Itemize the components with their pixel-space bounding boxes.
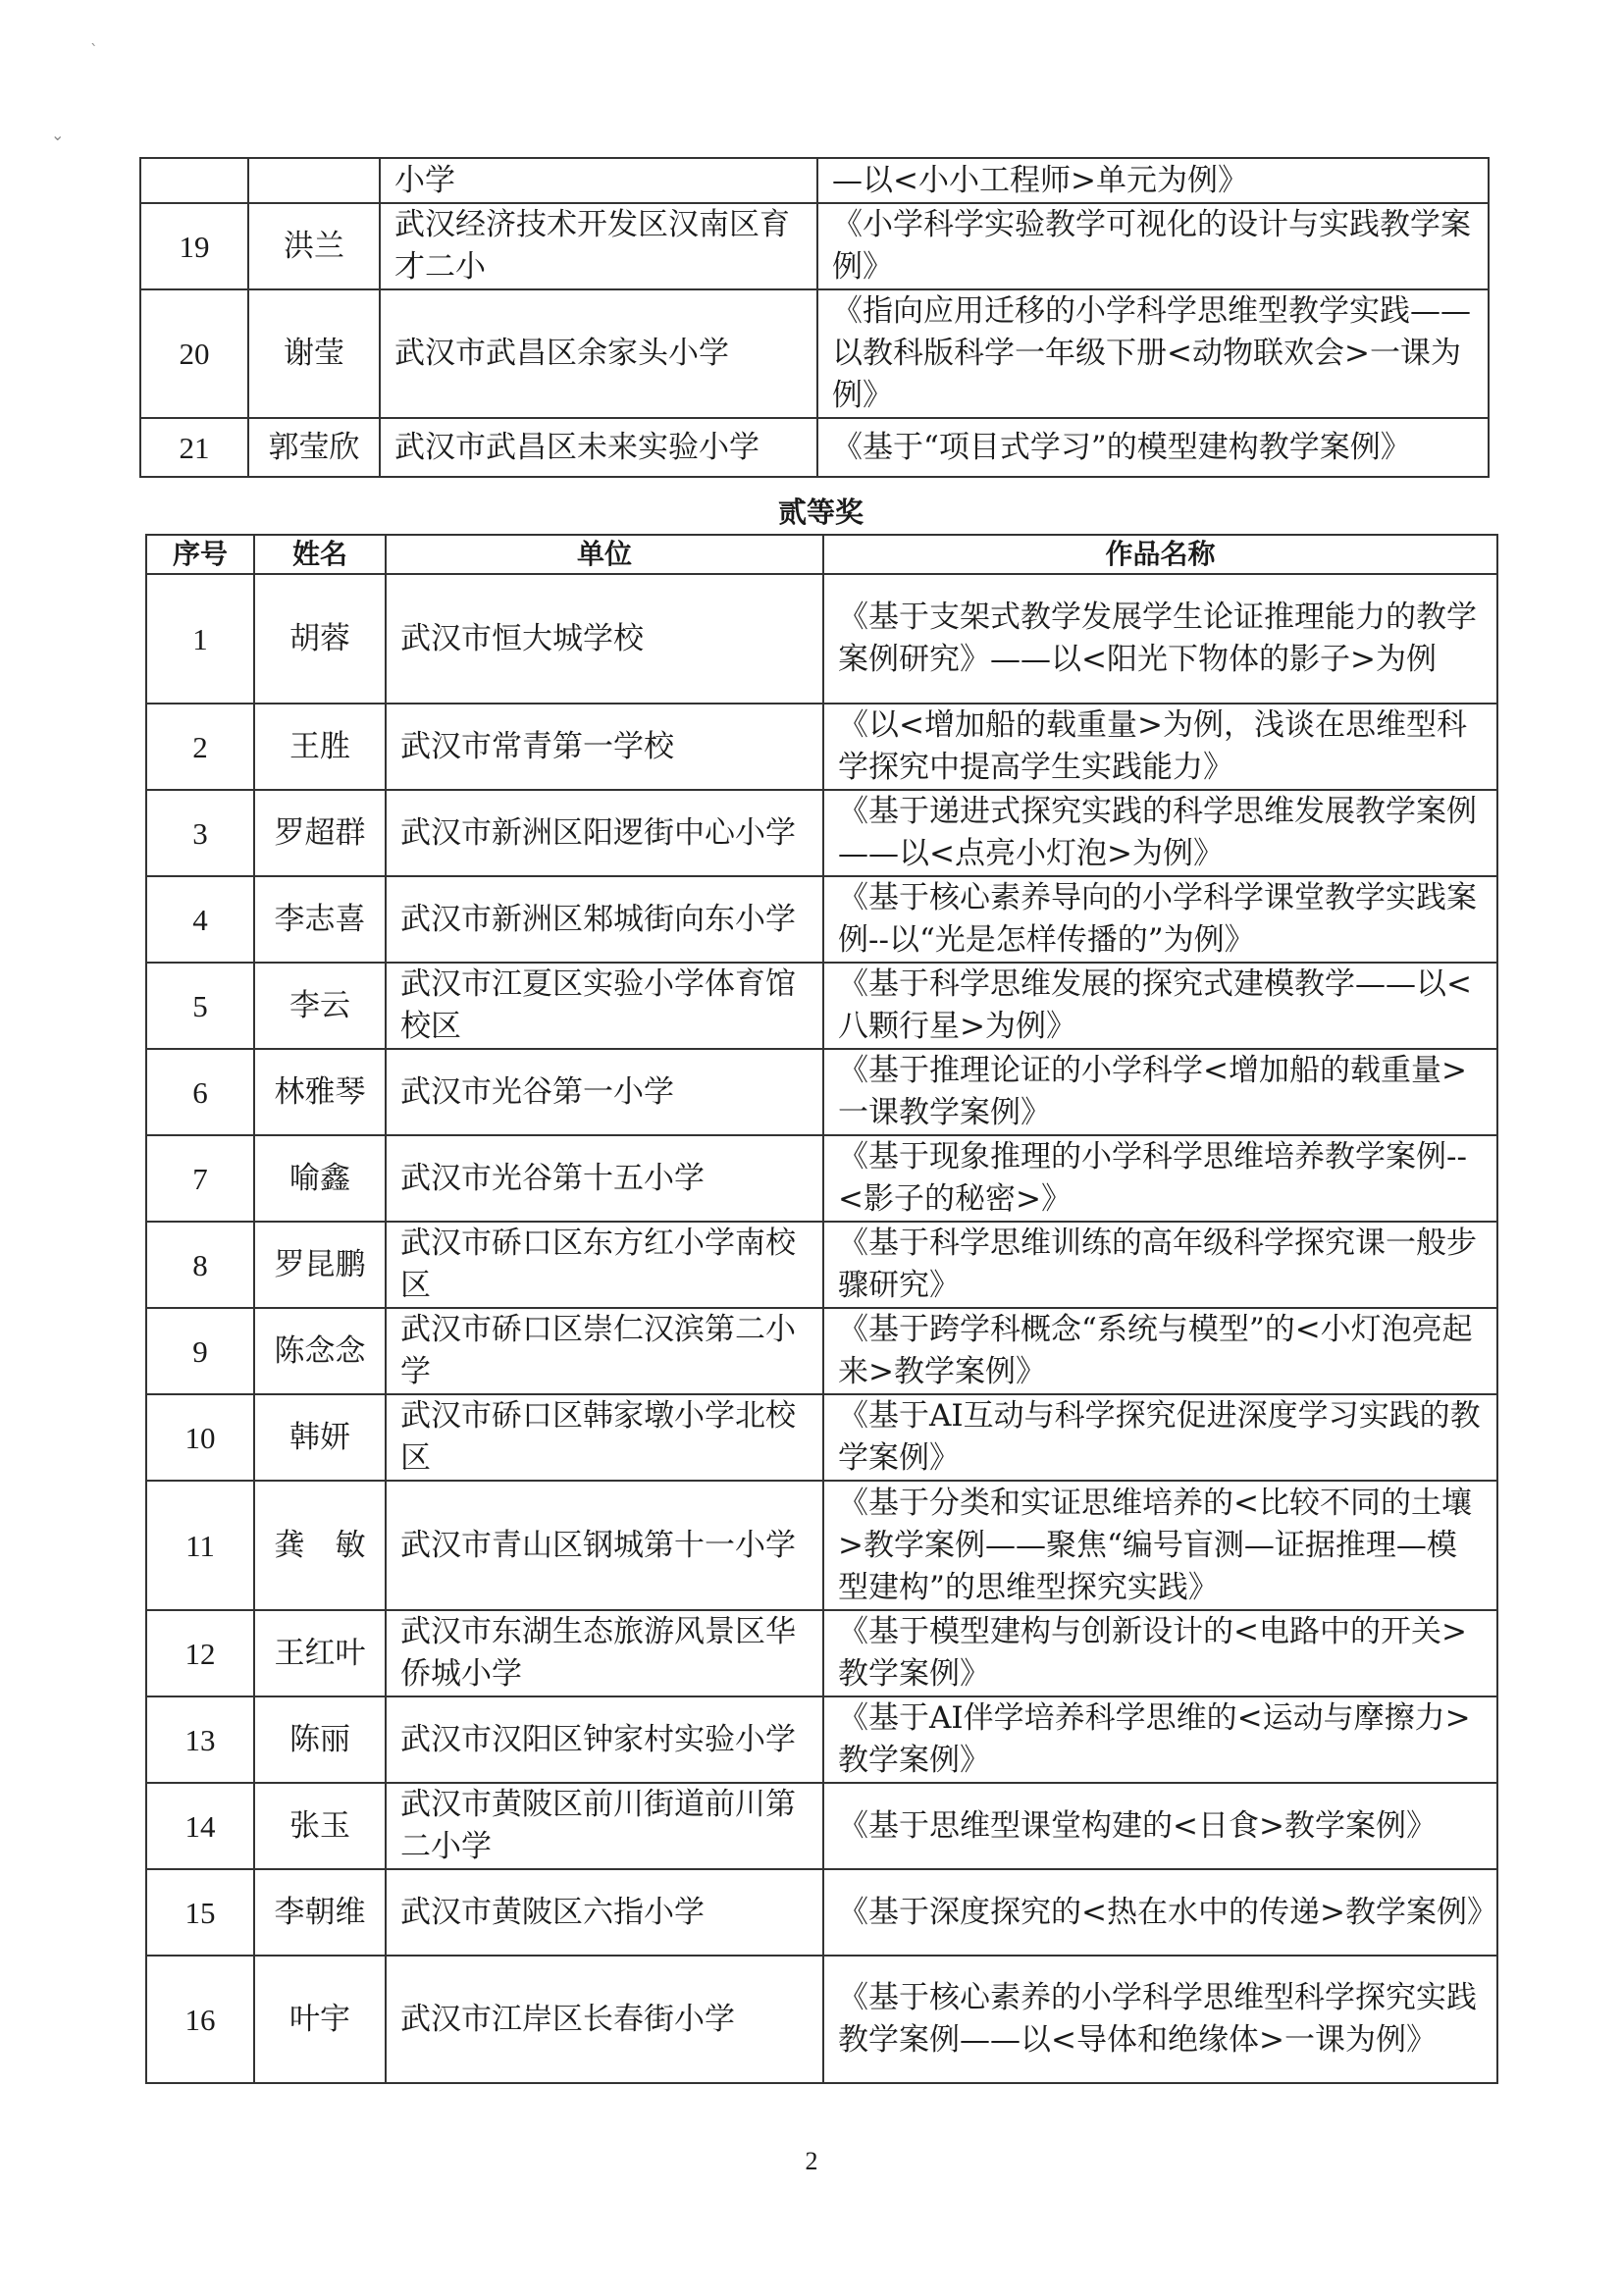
award-number: 19 <box>140 203 248 289</box>
award-number: 16 <box>146 1956 254 2083</box>
school-unit: 武汉市江夏区实验小学体育馆校区 <box>386 963 823 1049</box>
header-work: 作品名称 <box>823 535 1497 574</box>
table-row <box>140 203 1489 289</box>
work-title: 《基于跨学科概念“系统与模型”的<小灯泡亮起来>教学案例》 <box>823 1308 1497 1394</box>
work-title: 《基于“项目式学习”的模型建构教学案例》 <box>817 418 1489 477</box>
work-title: 《基于AI伴学培养科学思维的<运动与摩擦力>教学案例》 <box>823 1696 1497 1783</box>
school-unit: 武汉市新洲区邾城街向东小学 <box>386 876 823 963</box>
table-row <box>146 704 1497 790</box>
table-row <box>146 1222 1497 1308</box>
work-title: 《基于科学思维发展的探究式建模教学——以<八颗行星>为例》 <box>823 963 1497 1049</box>
school-unit: 小学 <box>380 158 817 203</box>
school-unit: 武汉市新洲区阳逻街中心小学 <box>386 790 823 876</box>
school-unit: 武汉市黄陂区前川街道前川第二小学 <box>386 1783 823 1869</box>
work-title: 《基于深度探究的<热在水中的传递>教学案例》 <box>823 1869 1497 1956</box>
school-unit: 武汉市江岸区长春街小学 <box>386 1956 823 2083</box>
award-number: 11 <box>146 1481 254 1610</box>
header-unit: 单位 <box>386 535 823 574</box>
table-row <box>140 158 1489 203</box>
work-title: 《基于推理论证的小学科学<增加船的载重量>一课教学案例》 <box>823 1049 1497 1135</box>
award-number <box>140 158 248 203</box>
table-row <box>146 1783 1497 1869</box>
award-number: 15 <box>146 1869 254 1956</box>
table-row <box>146 1394 1497 1481</box>
award-number: 3 <box>146 790 254 876</box>
winner-name: 陈丽 <box>254 1696 386 1783</box>
school-unit: 武汉市东湖生态旅游风景区华侨城小学 <box>386 1610 823 1696</box>
winner-name: 林雅琴 <box>254 1049 386 1135</box>
work-title: 《以<增加船的载重量>为例，浅谈在思维型科学探究中提高学生实践能力》 <box>823 704 1497 790</box>
school-unit: 武汉市硚口区东方红小学南校区 <box>386 1222 823 1308</box>
winner-name: 郭莹欣 <box>248 418 380 477</box>
winner-name: 李朝维 <box>254 1869 386 1956</box>
work-title: —以<小小工程师>单元为例》 <box>817 158 1489 203</box>
award-number: 1 <box>146 574 254 704</box>
award-number: 2 <box>146 704 254 790</box>
winner-name: 李云 <box>254 963 386 1049</box>
table-header-row <box>146 535 1497 574</box>
school-unit: 武汉市恒大城学校 <box>386 574 823 704</box>
winner-name: 胡蓉 <box>254 574 386 704</box>
winner-name: 龚 敏 <box>254 1481 386 1610</box>
winner-name: 喻鑫 <box>254 1135 386 1222</box>
winner-name: 洪兰 <box>248 203 380 289</box>
school-unit: 武汉市常青第一学校 <box>386 704 823 790</box>
school-unit: 武汉市青山区钢城第十一小学 <box>386 1481 823 1610</box>
winner-name: 叶宇 <box>254 1956 386 2083</box>
scan-mark: ` <box>90 41 98 60</box>
table-row <box>146 1869 1497 1956</box>
school-unit: 武汉市硚口区崇仁汉滨第二小学 <box>386 1308 823 1394</box>
school-unit: 武汉市武昌区余家头小学 <box>380 289 817 418</box>
page-number: 2 <box>805 2147 818 2175</box>
table-row <box>146 574 1497 704</box>
winner-name: 张玉 <box>254 1783 386 1869</box>
table-row <box>146 1049 1497 1135</box>
work-title: 《基于支架式教学发展学生论证推理能力的教学案例研究》——以<阳光下物体的影子>为例 <box>823 574 1497 704</box>
section-title: 贰等奖 <box>777 496 864 529</box>
table-row <box>140 418 1489 477</box>
winner-name: 罗昆鹏 <box>254 1222 386 1308</box>
table-row <box>146 963 1497 1049</box>
work-title: 《基于分类和实证思维培养的<比较不同的土壤>教学案例——聚焦“编号盲测—证据推理—模型建构”的思维型探究实践》 <box>823 1481 1497 1610</box>
award-number: 21 <box>140 418 248 477</box>
second-prize-table <box>145 534 1498 2084</box>
award-number: 13 <box>146 1696 254 1783</box>
work-title: 《基于思维型课堂构建的<日食>教学案例》 <box>823 1783 1497 1869</box>
award-number: 20 <box>140 289 248 418</box>
winner-name: 罗超群 <box>254 790 386 876</box>
award-number: 4 <box>146 876 254 963</box>
work-title: 《基于核心素养的小学科学思维型科学探究实践教学案例——以<导体和绝缘体>一课为例》 <box>823 1956 1497 2083</box>
table-row <box>146 1610 1497 1696</box>
school-unit: 武汉市武昌区未来实验小学 <box>380 418 817 477</box>
winner-name: 李志喜 <box>254 876 386 963</box>
work-title: 《基于现象推理的小学科学思维培养教学案例--<影子的秘密>》 <box>823 1135 1497 1222</box>
table-row <box>146 876 1497 963</box>
school-unit: 武汉市光谷第一小学 <box>386 1049 823 1135</box>
table-row <box>146 1696 1497 1783</box>
award-number: 10 <box>146 1394 254 1481</box>
work-title: 《基于递进式探究实践的科学思维发展教学案例——以<点亮小灯泡>为例》 <box>823 790 1497 876</box>
award-number: 12 <box>146 1610 254 1696</box>
award-number: 6 <box>146 1049 254 1135</box>
school-unit: 武汉市汉阳区钟家村实验小学 <box>386 1696 823 1783</box>
winner-name: 谢莹 <box>248 289 380 418</box>
work-title: 《基于科学思维训练的高年级科学探究课一般步骤研究》 <box>823 1222 1497 1308</box>
school-unit: 武汉市黄陂区六指小学 <box>386 1869 823 1956</box>
table-row <box>140 289 1489 418</box>
school-unit: 武汉市光谷第十五小学 <box>386 1135 823 1222</box>
work-title: 《小学科学实验教学可视化的设计与实践教学案例》 <box>817 203 1489 289</box>
winner-name <box>248 158 380 203</box>
header-no: 序号 <box>146 535 254 574</box>
work-title: 《基于模型建构与创新设计的<电路中的开关>教学案例》 <box>823 1610 1497 1696</box>
work-title: 《基于核心素养导向的小学科学课堂教学实践案例--以“光是怎样传播的”为例》 <box>823 876 1497 963</box>
header-name: 姓名 <box>254 535 386 574</box>
table-row <box>146 790 1497 876</box>
school-unit: 武汉市硚口区韩家墩小学北校区 <box>386 1394 823 1481</box>
award-number: 8 <box>146 1222 254 1308</box>
table-row <box>146 1308 1497 1394</box>
work-title: 《指向应用迁移的小学科学思维型教学实践——以教科版科学一年级下册<动物联欢会>一课为例》 <box>817 289 1489 418</box>
award-number: 9 <box>146 1308 254 1394</box>
prize-table-continued <box>139 157 1490 478</box>
award-number: 5 <box>146 963 254 1049</box>
table-row <box>146 1135 1497 1222</box>
award-number: 14 <box>146 1783 254 1869</box>
winner-name: 王胜 <box>254 704 386 790</box>
table-row <box>146 1956 1497 2083</box>
winner-name: 陈念念 <box>254 1308 386 1394</box>
winner-name: 王红叶 <box>254 1610 386 1696</box>
work-title: 《基于AI互动与科学探究促进深度学习实践的教学案例》 <box>823 1394 1497 1481</box>
school-unit: 武汉经济技术开发区汉南区育才二小 <box>380 203 817 289</box>
award-number: 7 <box>146 1135 254 1222</box>
table-row <box>146 1481 1497 1610</box>
scan-mark: ⌄ <box>51 126 65 144</box>
winner-name: 韩妍 <box>254 1394 386 1481</box>
